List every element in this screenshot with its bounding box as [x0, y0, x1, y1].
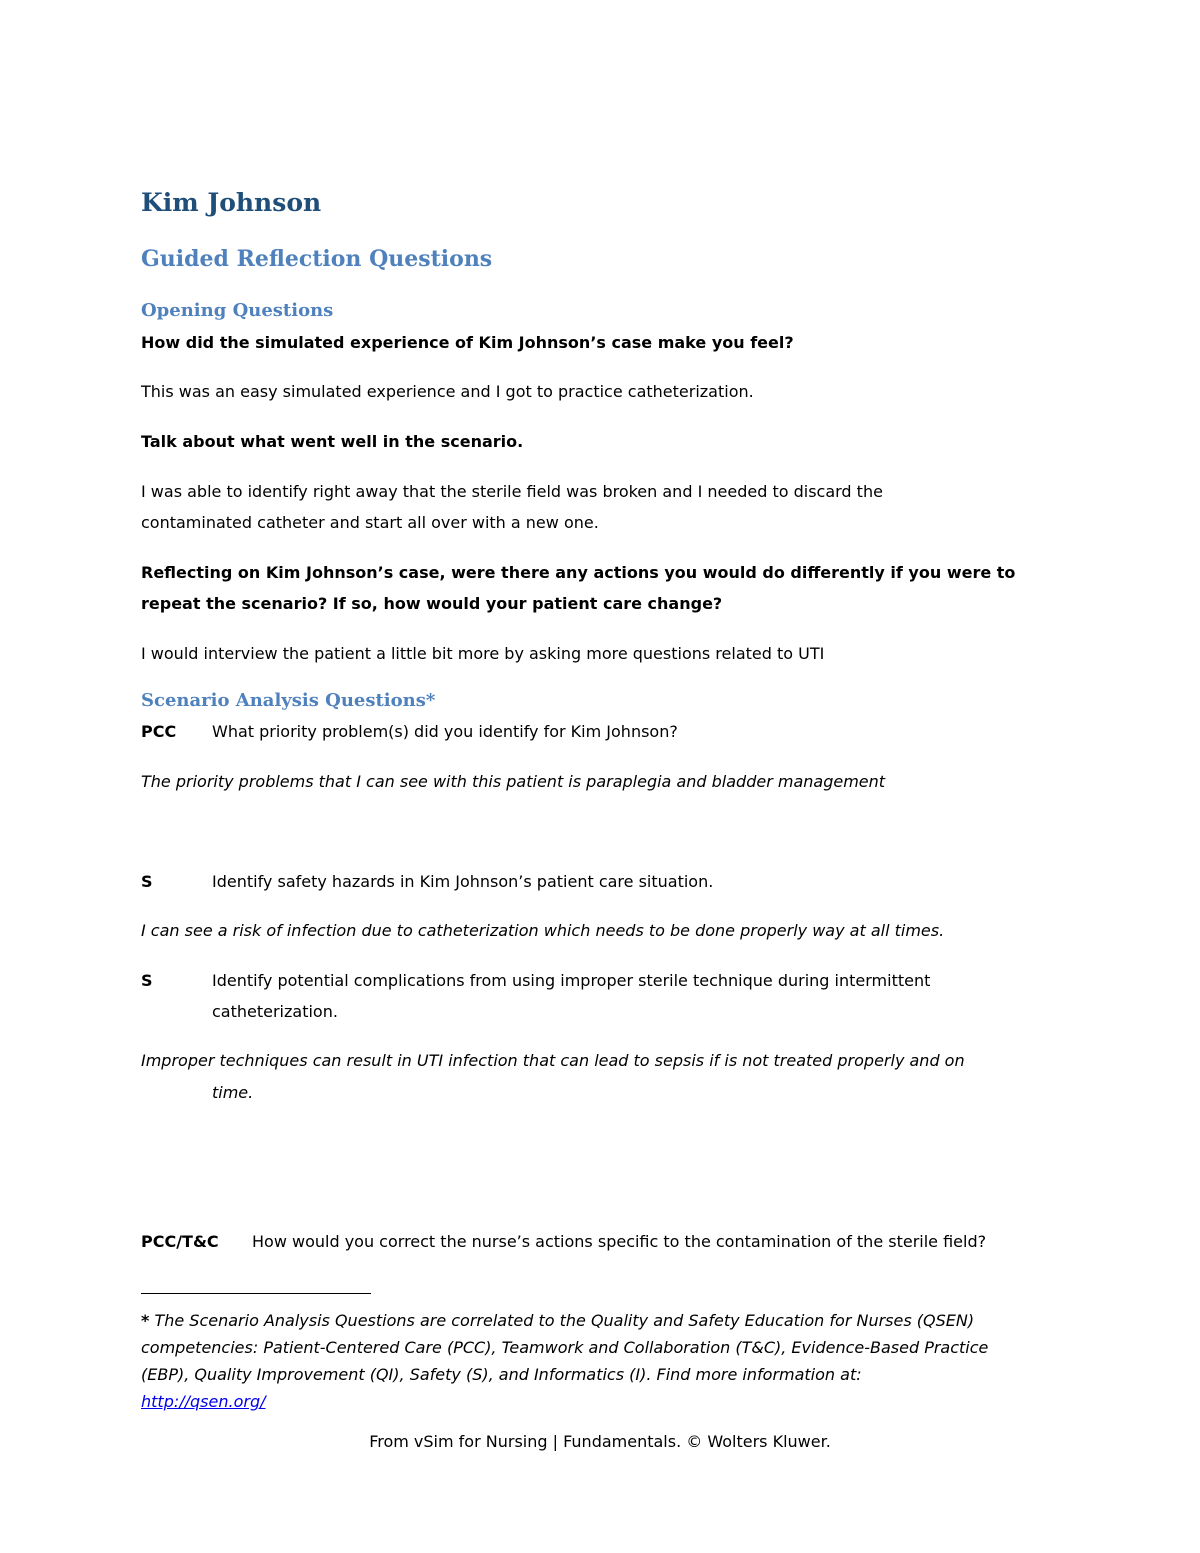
opening-question-3-line-2: repeat the scenario? If so, how would your patient care change? [141, 594, 723, 613]
question-code: S [141, 872, 153, 891]
scenario-question: How would you correct the nurse’s actions specific to the contamination of the sterile field? [252, 1232, 987, 1251]
question-code: PCC [141, 722, 177, 741]
opening-questions-heading: Opening Questions [141, 300, 334, 321]
footnote-marker: * [141, 1311, 150, 1330]
scenario-answer-line-1: Improper techniques can result in UTI infection that can lead to sepsis if is not treated properly and on [141, 1051, 965, 1070]
document-title: Kim Johnson [141, 188, 322, 217]
scenario-answer: The priority problems that I can see with this patient is paraplegia and bladder management [141, 772, 886, 791]
footnote-text: The Scenario Analysis Questions are correlated to the Quality and Safety Education for Nurses (QSEN) [149, 1311, 975, 1330]
opening-answer-2-line-1: I was able to identify right away that the sterile field was broken and I needed to discard the [141, 482, 883, 501]
footnote-line-4 [141, 1388, 1061, 1415]
scenario-question-line-1: Identify potential complications from using improper sterile technique during intermittent [212, 971, 931, 990]
question-code: PCC/T&C [141, 1232, 219, 1251]
opening-answer-3: I would interview the patient a little bit more by asking more questions related to UTI [141, 644, 825, 663]
question-code: S [141, 971, 153, 990]
scenario-question-line-2: catheterization. [212, 1002, 338, 1021]
scenario-analysis-heading: Scenario Analysis Questions* [141, 690, 436, 711]
scenario-answer: I can see a risk of infection due to catheterization which needs to be done properly way at all times. [141, 921, 945, 940]
opening-question-1: How did the simulated experience of Kim Johnson’s case make you feel? [141, 333, 794, 352]
document-subtitle: Guided Reflection Questions [141, 246, 493, 272]
qsen-link[interactable]: http://qsen.org/ [141, 1392, 266, 1411]
scenario-question: What priority problem(s) did you identify for Kim Johnson? [212, 722, 678, 741]
opening-question-3-line-1: Reflecting on Kim Johnson’s case, were there any actions you would do differently if you were to [141, 563, 1016, 582]
scenario-answer-line-2: time. [212, 1083, 254, 1102]
scenario-question: Identify safety hazards in Kim Johnson’s patient care situation. [212, 872, 714, 891]
page-footer: From vSim for Nursing | Fundamentals. © Wolters Kluwer. [369, 1432, 831, 1451]
footnote-line-1 [141, 1307, 1061, 1334]
footnote-separator [141, 1293, 371, 1294]
footnote [141, 1307, 1061, 1415]
opening-answer-1: This was an easy simulated experience and I got to practice catheterization. [141, 382, 754, 401]
opening-question-2: Talk about what went well in the scenario. [141, 432, 524, 451]
footnote-line-3: (EBP), Quality Improvement (QI), Safety (S), and Informatics (I). Find more information at: [141, 1365, 862, 1384]
footnote-line-2: competencies: Patient-Centered Care (PCC), Teamwork and Collaboration (T&C), Evidence-Based Practice [141, 1338, 989, 1357]
opening-answer-2-line-2: contaminated catheter and start all over with a new one. [141, 513, 599, 532]
